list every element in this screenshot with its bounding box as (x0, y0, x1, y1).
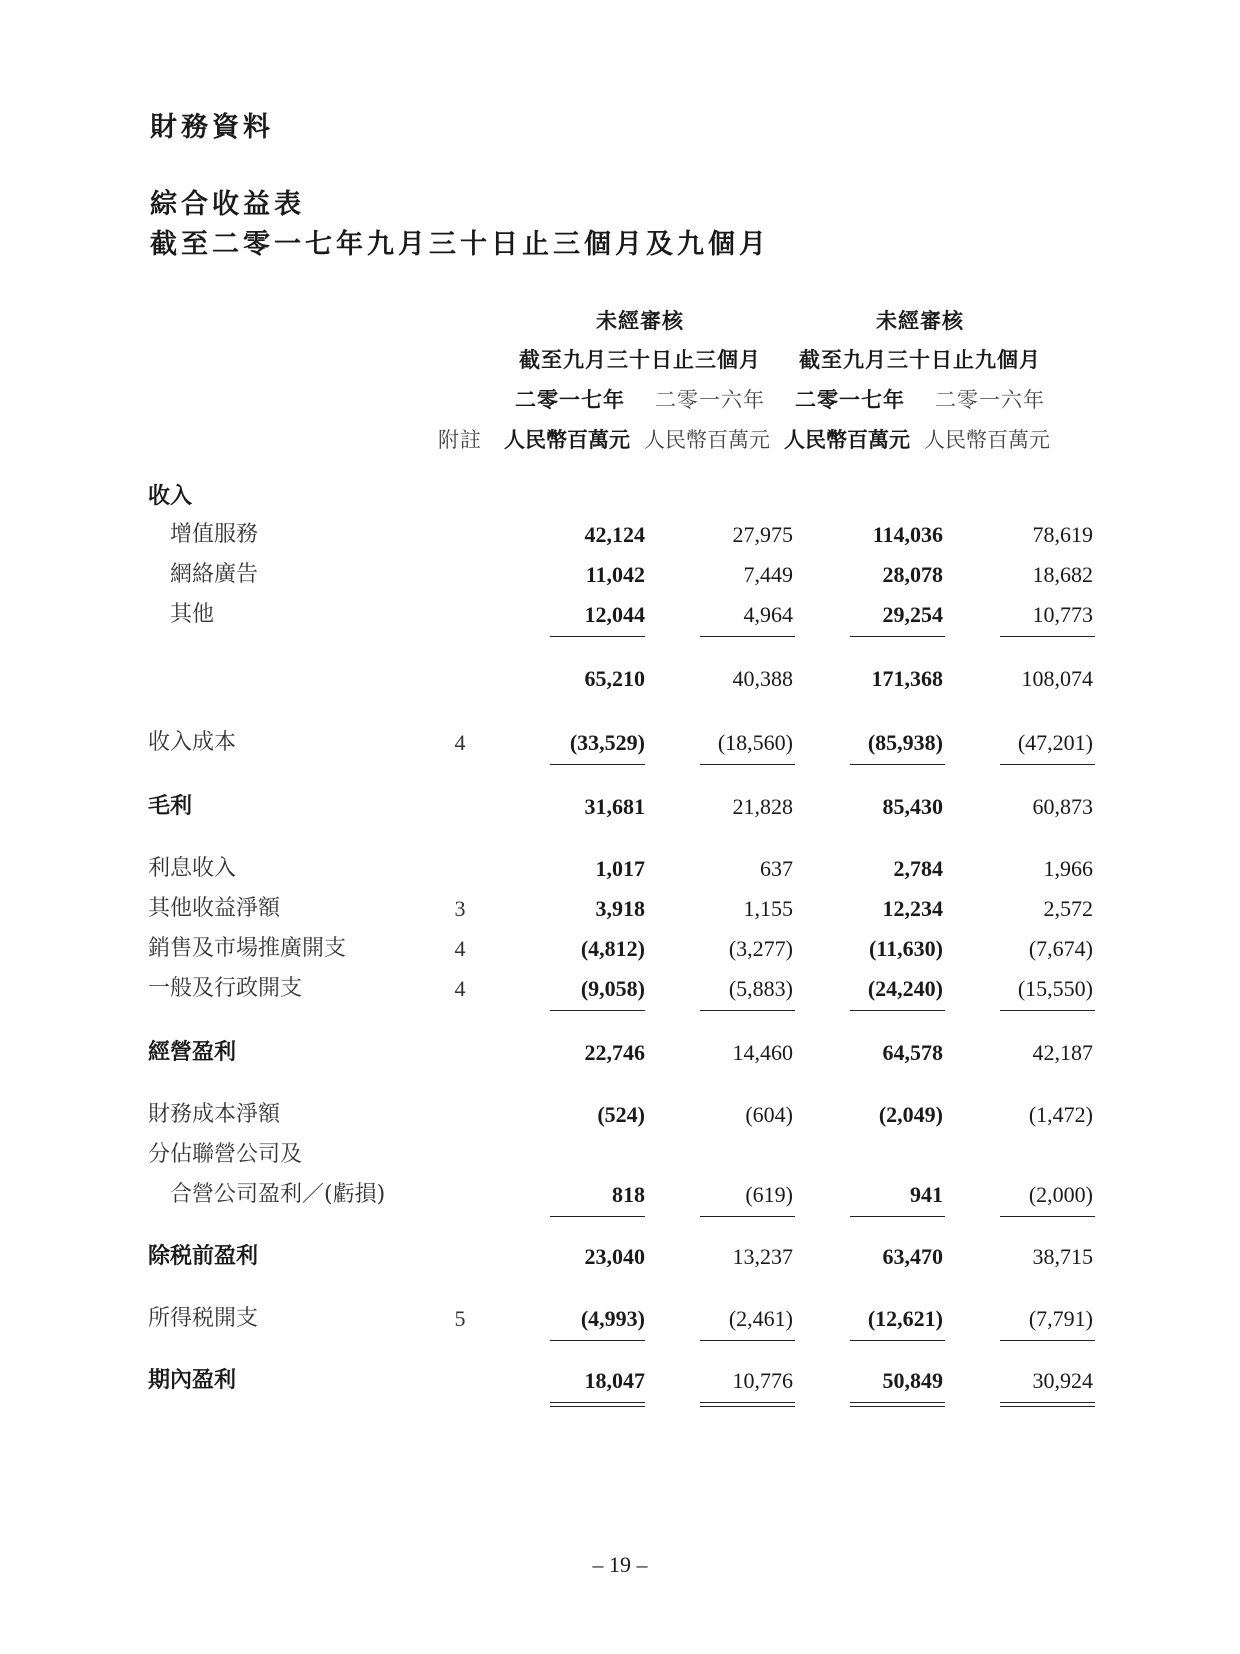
header-year-2017-3m: 二零一七年 (515, 388, 625, 412)
row-general-admin (0, 972, 1240, 1006)
row-label: 利息收入 (148, 856, 237, 881)
value-2016-3m: (18,560) (717, 730, 793, 755)
row-online-advertising (0, 558, 1240, 592)
row-profit-before-tax (0, 1240, 1240, 1274)
header-period-9m: 截至九月三十日止九個月 (799, 348, 1041, 372)
row-label: 財務成本淨額 (148, 1102, 281, 1127)
value-2016-3m: 7,449 (743, 562, 793, 587)
value-2016-9m: 1,966 (1043, 856, 1093, 881)
value-2016-9m: (7,791) (1028, 1306, 1093, 1331)
value-2017-9m: 64,578 (882, 1040, 943, 1065)
value-2016-3m: 14,460 (732, 1040, 793, 1065)
subtotal-rule (1000, 1340, 1095, 1341)
value-2016-9m: (7,674) (1028, 936, 1093, 961)
subtotal-rule (850, 764, 945, 765)
subtotal-rule (850, 1340, 945, 1341)
value-2017-9m: (24,240) (867, 976, 943, 1001)
value-2016-3m: (604) (745, 1102, 793, 1127)
value-2017-9m: 85,430 (882, 794, 943, 819)
subtotal-rule (700, 636, 795, 637)
total-double-rule (1000, 1402, 1095, 1407)
value-2016-3m: (3,277) (728, 936, 793, 961)
value-2017-3m: 3,918 (595, 896, 645, 921)
row-share-of-profit (0, 1178, 1240, 1212)
row-label: 經營盈利 (148, 1040, 237, 1065)
statement-period: 截至二零一七年九月三十日止三個月及九個月 (150, 229, 770, 260)
subtotal-rule (700, 1216, 795, 1217)
header-unaudited-3m: 未經審核 (596, 309, 684, 333)
value-2017-9m: (12,621) (867, 1306, 943, 1331)
note-ref: 5 (454, 1306, 466, 1331)
value-2016-3m: (2,461) (728, 1306, 793, 1331)
subtotal-rule (700, 1340, 795, 1341)
value-2017-9m: (2,049) (878, 1102, 943, 1127)
value-2016-3m: 27,975 (732, 522, 793, 547)
header-note: 附註 (438, 428, 482, 452)
subtotal-rule (850, 1216, 945, 1217)
subtotal-rule (850, 636, 945, 637)
value-2016-3m: 10,776 (732, 1368, 793, 1393)
value-2017-3m: 818 (612, 1182, 645, 1207)
value-2017-3m: 42,124 (584, 522, 645, 547)
value-2016-9m: 38,715 (1032, 1244, 1093, 1269)
value-2017-9m: 50,849 (882, 1368, 943, 1393)
subtotal-rule (850, 1010, 945, 1011)
value-2017-3m: 65,210 (584, 666, 645, 691)
row-label: 銷售及市場推廣開支 (148, 936, 347, 961)
value-2016-3m: 21,828 (732, 794, 793, 819)
value-2017-9m: 63,470 (882, 1244, 943, 1269)
value-2017-3m: 18,047 (584, 1368, 645, 1393)
value-2016-3m: (619) (745, 1182, 793, 1207)
value-2016-9m: 42,187 (1032, 1040, 1093, 1065)
row-label: 其他收益淨額 (148, 896, 281, 921)
subtotal-rule (550, 1010, 645, 1011)
page-number: – 19 – (592, 1552, 648, 1577)
value-2017-3m: (4,812) (580, 936, 645, 961)
value-2017-9m: 12,234 (882, 896, 943, 921)
value-2016-9m: 60,873 (1032, 794, 1093, 819)
value-2017-3m: (9,058) (580, 976, 645, 1001)
subtotal-rule (700, 764, 795, 765)
value-2016-3m: (5,883) (728, 976, 793, 1001)
row-operating-profit (0, 1036, 1240, 1070)
value-2017-3m: 11,042 (585, 562, 645, 587)
row-label: 收入 (148, 484, 193, 509)
row-income-tax (0, 1302, 1240, 1336)
section-title: 財務資料 (150, 112, 274, 143)
row-label: 期內盈利 (148, 1368, 237, 1393)
row-label: 所得税開支 (148, 1306, 259, 1331)
value-2017-3m: (524) (597, 1102, 645, 1127)
subtotal-rule (550, 1340, 645, 1341)
header-year-2017-9m: 二零一七年 (795, 388, 905, 412)
value-2017-3m: 31,681 (584, 794, 645, 819)
row-label: 合營公司盈利／(虧損) (170, 1182, 386, 1207)
row-label: 毛利 (148, 794, 193, 819)
note-ref: 4 (454, 936, 466, 961)
header-unit-2017-3m: 人民幣百萬元 (504, 428, 630, 452)
value-2016-3m: 40,388 (732, 666, 793, 691)
value-2017-3m: 22,746 (584, 1040, 645, 1065)
value-2016-3m: 1,155 (743, 896, 793, 921)
row-profit-for-period (0, 1364, 1240, 1398)
row-gross-profit (0, 790, 1240, 824)
subtotal-rule (1000, 1010, 1095, 1011)
note-ref: 3 (454, 896, 466, 921)
value-2017-3m: (33,529) (569, 730, 645, 755)
value-2017-9m: 171,368 (871, 666, 943, 691)
value-2017-3m: 12,044 (584, 602, 645, 627)
header-unit-2016-9m: 人民幣百萬元 (924, 428, 1050, 452)
header-year-2016-9m: 二零一六年 (935, 388, 1045, 412)
value-2016-3m: 13,237 (732, 1244, 793, 1269)
row-label: 一般及行政開支 (148, 976, 303, 1001)
value-2017-3m: 23,040 (584, 1244, 645, 1269)
statement-title: 綜合收益表 (150, 189, 305, 220)
value-2016-9m: 30,924 (1032, 1368, 1093, 1393)
subtotal-rule (1000, 764, 1095, 765)
subtotal-rule (1000, 1216, 1095, 1217)
row-label: 收入成本 (148, 730, 237, 755)
row-share-of-profit-heading (0, 1138, 1240, 1172)
value-2016-9m: 10,773 (1032, 602, 1093, 627)
row-other-gains (0, 892, 1240, 926)
header-unit-2016-3m: 人民幣百萬元 (644, 428, 770, 452)
value-2016-9m: (47,201) (1017, 730, 1093, 755)
value-2016-9m: (2,000) (1028, 1182, 1093, 1207)
value-2016-9m: 2,572 (1043, 896, 1093, 921)
value-2016-3m: 637 (760, 856, 793, 881)
row-value-added-services (0, 518, 1240, 552)
subtotal-rule (1000, 636, 1095, 637)
value-2017-9m: 114,036 (872, 522, 943, 547)
row-label: 其他 (170, 602, 215, 627)
value-2016-9m: (15,550) (1017, 976, 1093, 1001)
row-label: 網絡廣告 (170, 562, 259, 587)
total-double-rule (850, 1402, 945, 1407)
row-label: 分佔聯營公司及 (148, 1142, 303, 1167)
row-interest-income (0, 852, 1240, 886)
subtotal-rule (550, 636, 645, 637)
row-revenue-heading (0, 480, 1240, 514)
row-label: 除税前盈利 (148, 1244, 259, 1269)
header-period-3m: 截至九月三十日止三個月 (519, 348, 761, 372)
subtotal-rule (550, 1216, 645, 1217)
value-2017-9m: 29,254 (882, 602, 943, 627)
value-2016-9m: 18,682 (1032, 562, 1093, 587)
header-year-2016-3m: 二零一六年 (655, 388, 765, 412)
value-2016-9m: 78,619 (1032, 522, 1093, 547)
value-2017-9m: 941 (910, 1182, 943, 1207)
value-2017-3m: (4,993) (580, 1306, 645, 1331)
total-double-rule (700, 1402, 795, 1407)
subtotal-rule (700, 1010, 795, 1011)
row-cost-of-revenues (0, 726, 1240, 760)
row-finance-costs (0, 1098, 1240, 1132)
note-ref: 4 (454, 976, 466, 1001)
row-label: 增值服務 (170, 522, 259, 547)
header-unaudited-9m: 未經審核 (876, 309, 964, 333)
value-2017-9m: 2,784 (893, 856, 943, 881)
value-2016-9m: (1,472) (1028, 1102, 1093, 1127)
note-ref: 4 (454, 730, 466, 755)
value-2017-3m: 1,017 (595, 856, 645, 881)
row-revenue-total (0, 662, 1240, 696)
row-others (0, 598, 1240, 632)
value-2017-9m: (11,630) (869, 936, 943, 961)
value-2016-9m: 108,074 (1021, 666, 1093, 691)
row-selling-marketing (0, 932, 1240, 966)
subtotal-rule (550, 764, 645, 765)
total-double-rule (550, 1402, 645, 1407)
value-2017-9m: (85,938) (867, 730, 943, 755)
header-unit-2017-9m: 人民幣百萬元 (784, 428, 910, 452)
value-2016-3m: 4,964 (743, 602, 793, 627)
value-2017-9m: 28,078 (882, 562, 943, 587)
